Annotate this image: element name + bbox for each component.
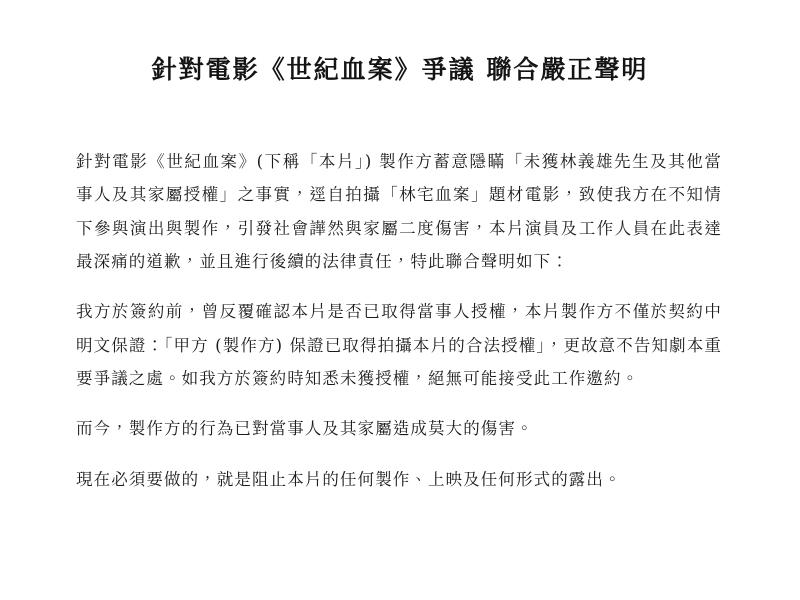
paragraph-2: 我方於簽約前，曾反覆確認本片是否已取得當事人授權，本片製作方不僅於契約中明文保證：「甲方 (製作方) 保證已取得拍攝本片的合法授權」，更故意不告知劇本重要爭議之處。如我方於簽約時知悉未獲授權，絕無可能接受此工作邀約。 [76,302,722,388]
document-body [0,145,800,496]
paragraph-3: 而今，製作方的行為已對當事人及其家屬造成莫大的傷害。 [76,419,534,439]
page-title: 針對電影《世紀血案》爭議 聯合嚴正聲明 [151,55,649,84]
paragraph-4: 現在必須要做的，就是阻止本片的任何製作、上映及任何形式的露出。 [76,469,622,489]
paragraph-1: 針對電影《世紀血案》(下稱「本片」) 製作方蓄意隱瞞「未獲林義雄先生及其他當事人及其家屬授權」之事實，逕自拍攝「林宅血案」題材電影，致使我方在不知情下參與演出與製作，引發社會譁然與家屬二度傷害，本片演員及工作人員在此表達最深痛的道歉，並且進行後續的法律責任，特此聯合聲明如下： [76,152,722,271]
